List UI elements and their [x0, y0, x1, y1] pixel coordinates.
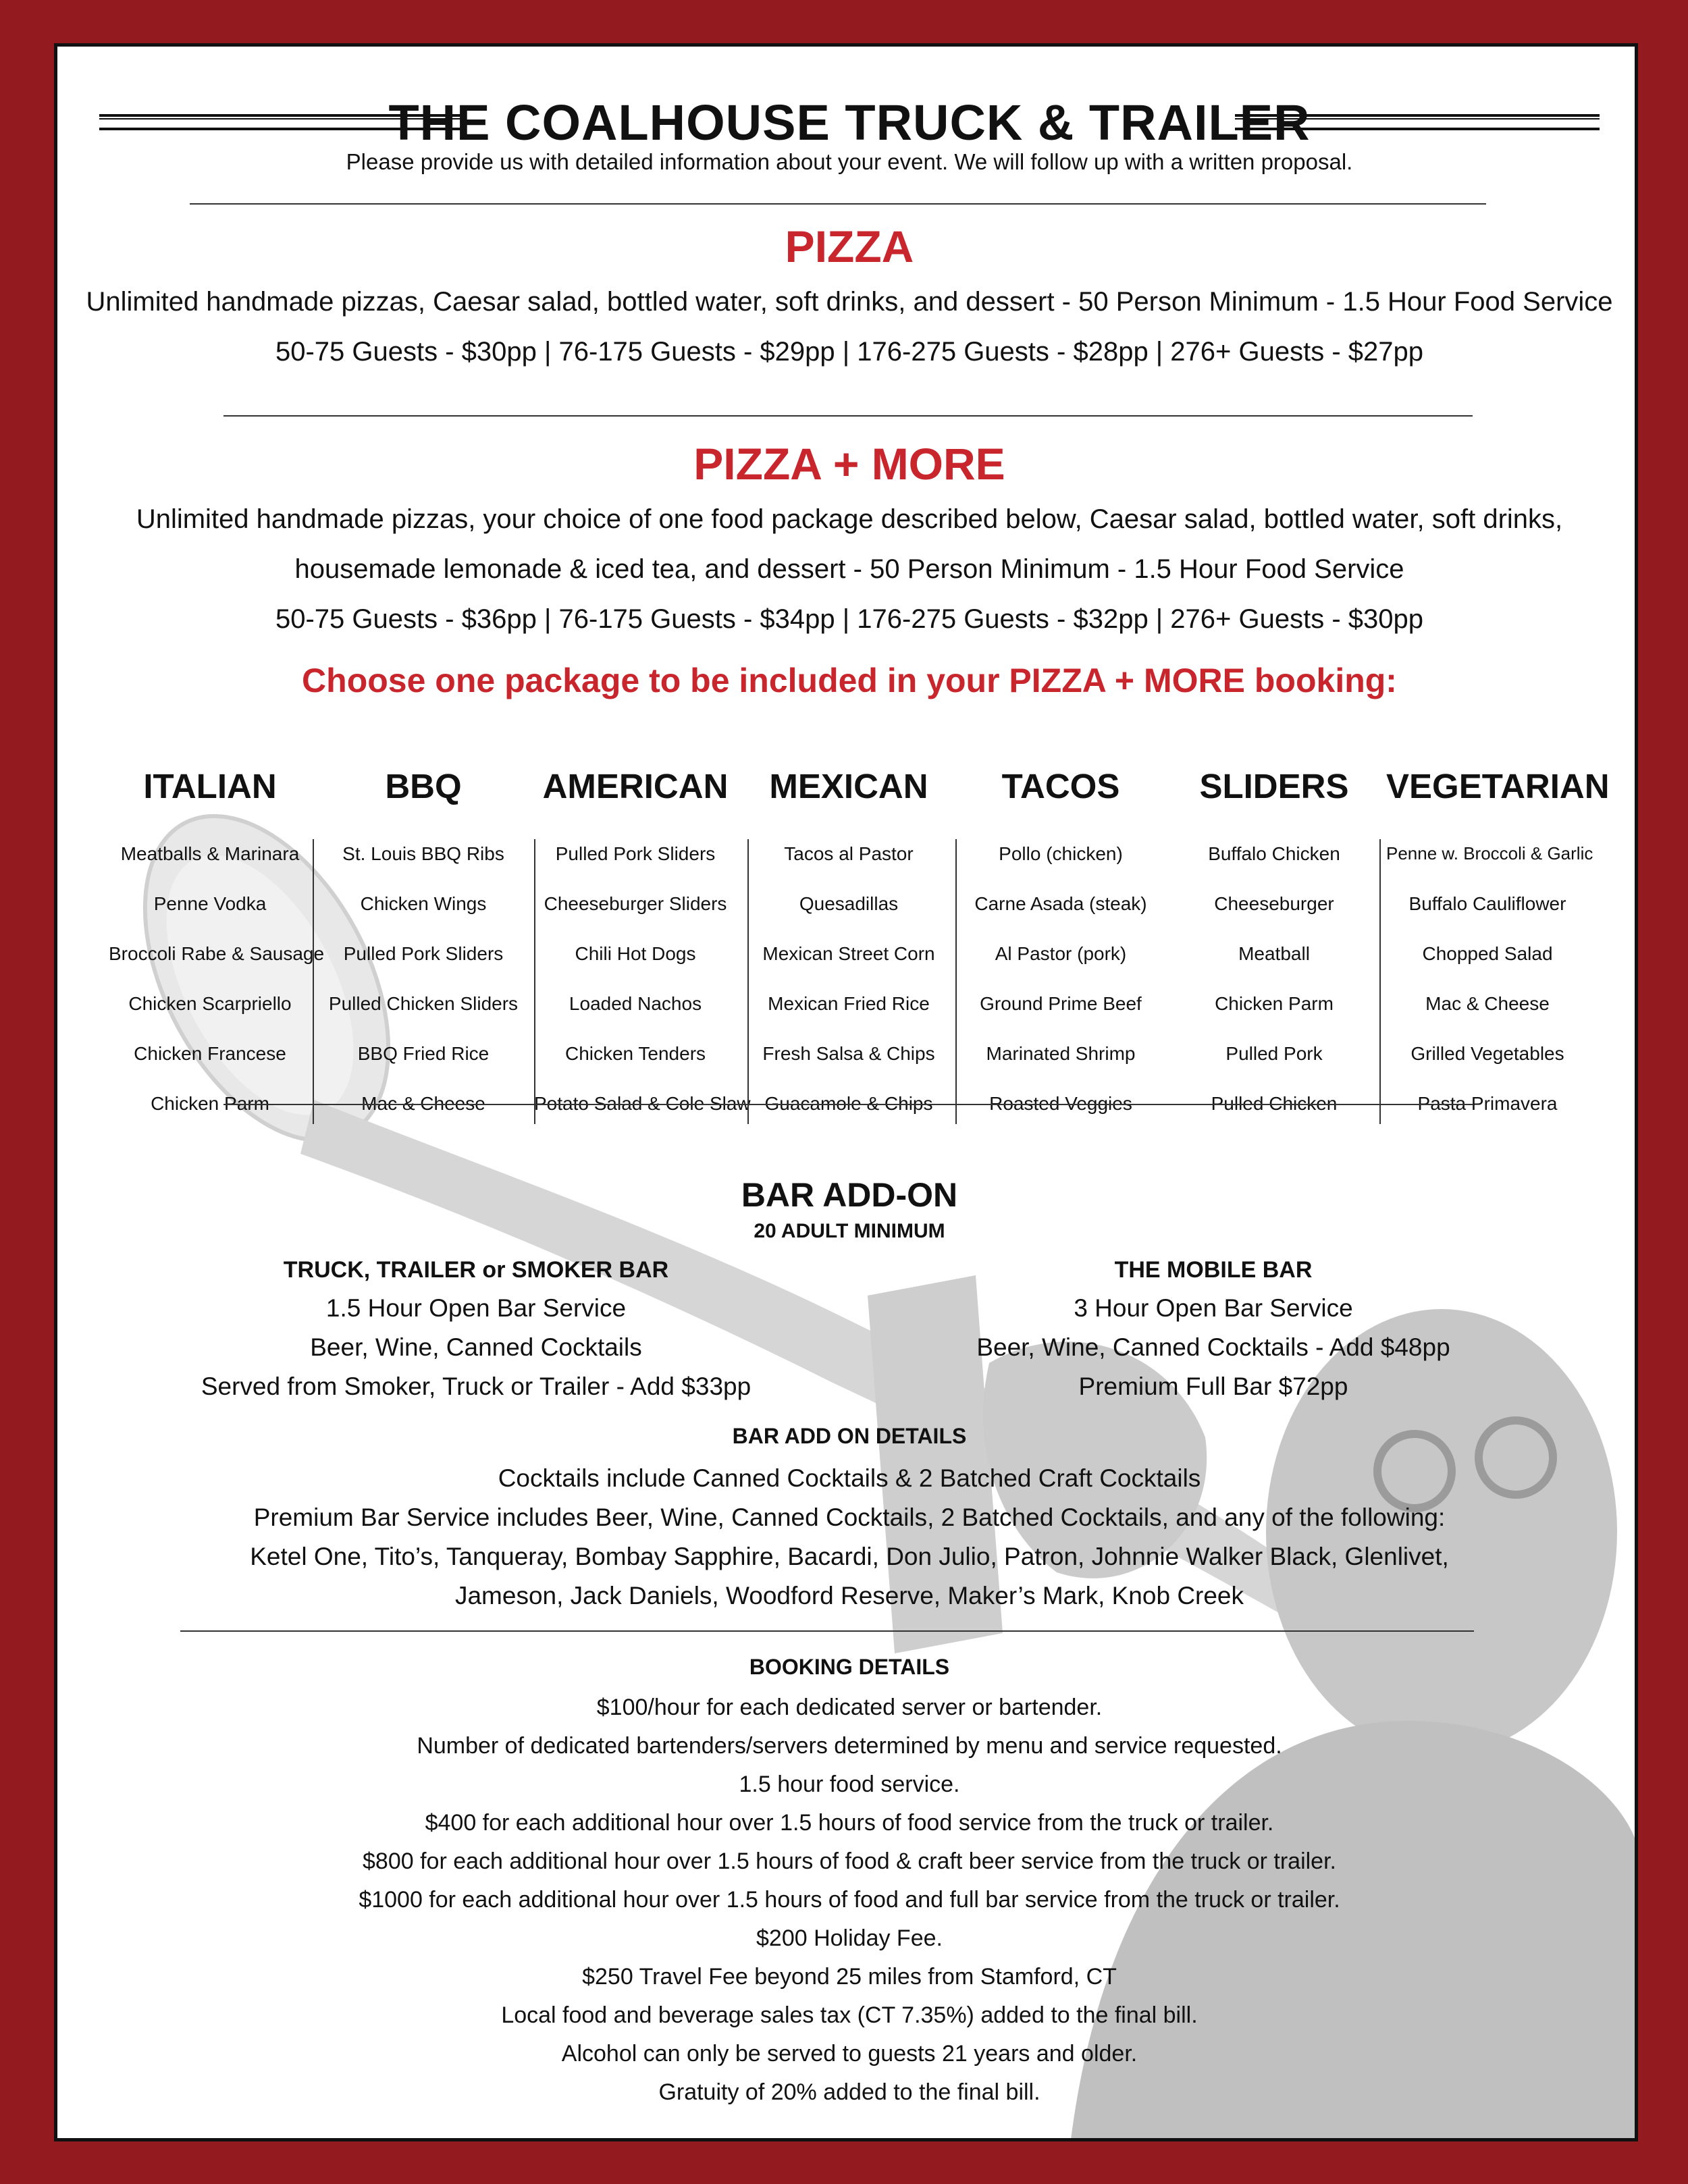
booking-detail-line: $200 Holiday Fee. [756, 1925, 943, 1951]
package-item: Mexican Fried Rice [768, 993, 930, 1014]
package-item: Penne w. Broccoli & Garlic [1386, 843, 1593, 863]
page-title: THE COALHOUSE TRUCK & TRAILER [388, 95, 1311, 151]
bar-option-line: Beer, Wine, Canned Cocktails [310, 1333, 642, 1361]
bar-details-line: Premium Bar Service includes Beer, Wine, Canned Cocktails, 2 Batched Cocktails, and any of the following: [253, 1503, 1446, 1531]
package-item: Chopped Salad [1422, 943, 1553, 964]
page-subtitle: Please provide us with detailed information about your event. We will follow up with a written proposal. [346, 149, 1353, 174]
pizza-more-heading: PIZZA + MORE [693, 439, 1005, 489]
package-item: Ground Prime Beef [980, 993, 1142, 1014]
package-item: Chicken Scarpriello [128, 993, 292, 1014]
booking-detail-line: $400 for each additional hour over 1.5 hours of food service from the truck or trailer. [425, 1810, 1274, 1836]
package-name: MEXICAN [769, 767, 928, 805]
package-item: Al Pastor (pork) [995, 943, 1127, 964]
bar-option-truck-trailer [172, 1251, 780, 1406]
bar-option-line: Beer, Wine, Canned Cocktails - Add $48pp [976, 1333, 1450, 1361]
divider-bar [180, 1630, 1474, 1632]
package-item: Fresh Salsa & Chips [762, 1043, 935, 1064]
divider-pizza [223, 415, 1473, 417]
package-name: TACOS [1001, 767, 1120, 805]
bar-details-heading: BAR ADD ON DETAILS [732, 1424, 967, 1448]
package-item: Pulled Pork [1225, 1043, 1323, 1064]
package-name: BBQ [385, 767, 462, 805]
package-item: Penne Vodka [153, 893, 267, 914]
package-item: Pollo (chicken) [999, 843, 1123, 864]
bar-option-heading: TRUCK, TRAILER or SMOKER BAR [283, 1257, 669, 1283]
package-item: Chicken Wings [360, 893, 487, 914]
booking-detail-line: Number of dedicated bartenders/servers determined by menu and service requested. [417, 1733, 1282, 1759]
package-item: Quesadillas [799, 893, 899, 914]
package-name: SLIDERS [1199, 767, 1349, 805]
choose-package-prompt: Choose one package to be included in your PIZZA + MORE booking: [302, 662, 1397, 699]
booking-detail-line: $250 Travel Fee beyond 25 miles from Stamford, CT [582, 1964, 1117, 1990]
package-name: AMERICAN [542, 767, 729, 805]
bar-option-line: Premium Full Bar $72pp [1078, 1373, 1348, 1400]
package-item: Meatball [1238, 943, 1310, 964]
package-item: Cheeseburger [1214, 893, 1334, 914]
package-item: BBQ Fried Rice [357, 1043, 490, 1064]
package-item: Chili Hot Dogs [575, 943, 696, 964]
package-name: ITALIAN [143, 767, 277, 805]
package-item: St. Louis BBQ Ribs [342, 843, 504, 864]
package-name: VEGETARIAN [1386, 767, 1610, 805]
menu-sheet [54, 43, 1638, 2141]
package-item: Chicken Parm [151, 1093, 269, 1114]
booking-detail-line: Alcohol can only be served to guests 21 years and older. [561, 2041, 1138, 2067]
package-item: Tacos al Pastor [784, 843, 914, 864]
pizza-description: Unlimited handmade pizzas, Caesar salad, bottled water, soft drinks, and dessert - 50 Person Minimum - 1.5 Hour Food Service [86, 287, 1613, 317]
package-item: Pulled Chicken Sliders [328, 993, 519, 1014]
booking-detail-line: $800 for each additional hour over 1.5 hours of food & craft beer service from the truck or trailer. [363, 1848, 1336, 1874]
bar-option-heading: THE MOBILE BAR [1114, 1257, 1313, 1283]
package-item: Pasta Primavera [1417, 1093, 1558, 1114]
package-item: Pulled Pork Sliders [555, 843, 716, 864]
package-divider [534, 839, 535, 1124]
package-item: Broccoli Rabe & Sausage [109, 943, 325, 964]
package-item: Roasted Veggies [989, 1093, 1132, 1114]
package-item: Guacamole & Chips [764, 1093, 933, 1114]
package-item: Carne Asada (steak) [974, 893, 1147, 914]
pizza-more-pricing: 50-75 Guests - $36pp | 76-175 Guests - $34pp | 176-275 Guests - $32pp | 276+ Guests - $30pp [275, 604, 1424, 634]
package-divider [1379, 839, 1381, 1124]
package-item: Cheeseburger Sliders [544, 893, 727, 914]
pizza-more-description-1: Unlimited handmade pizzas, your choice of one food package described below, Caesar salad, bottled water, soft drinks, [136, 504, 1563, 534]
bar-option-line: Served from Smoker, Truck or Trailer - Add $33pp [201, 1373, 751, 1400]
bar-addon-heading: BAR ADD-ON [741, 1176, 958, 1214]
bar-option-line: 3 Hour Open Bar Service [1074, 1294, 1353, 1322]
package-item: Chicken Parm [1215, 993, 1334, 1014]
bar-minimum: 20 ADULT MINIMUM [754, 1220, 945, 1242]
bar-option-line: 1.5 Hour Open Bar Service [325, 1294, 627, 1322]
package-item: Loaded Nachos [569, 993, 702, 1014]
booking-detail-line: $100/hour for each dedicated server or bartender. [596, 1695, 1103, 1720]
package-divider [747, 839, 749, 1124]
booking-details-heading: BOOKING DETAILS [749, 1655, 950, 1679]
package-item: Potato Salad & Cole Slaw [534, 1093, 751, 1114]
divider-packages [223, 1104, 1473, 1105]
package-item: Buffalo Cauliflower [1408, 893, 1566, 914]
package-divider [313, 839, 314, 1124]
package-item: Mac & Cheese [361, 1093, 485, 1114]
pizza-heading: PIZZA [785, 221, 914, 271]
package-item: Pulled Chicken [1211, 1093, 1338, 1114]
bar-details-line: Jameson, Jack Daniels, Woodford Reserve, Maker’s Mark, Knob Creek [454, 1582, 1244, 1609]
package-item: Meatballs & Marinara [120, 843, 300, 864]
package-item: Chicken Tenders [564, 1043, 706, 1064]
package-item: Chicken Francese [134, 1043, 286, 1064]
pizza-pricing: 50-75 Guests - $30pp | 76-175 Guests - $29pp | 176-275 Guests - $28pp | 276+ Guests - $27pp [275, 337, 1424, 367]
bar-details-line: Ketel One, Tito’s, Tanqueray, Bombay Sapphire, Bacardi, Don Julio, Patron, Johnnie Walker Black, Glenlivet, [250, 1543, 1449, 1570]
package-item: Mexican Street Corn [762, 943, 935, 964]
booking-detail-line: Local food and beverage sales tax (CT 7.35%) added to the final bill. [501, 2002, 1198, 2028]
package-item: Buffalo Chicken [1208, 843, 1340, 864]
booking-detail-line: 1.5 hour food service. [739, 1772, 960, 1797]
divider-top [190, 203, 1486, 205]
pizza-more-description-2: housemade lemonade & iced tea, and dessert - 50 Person Minimum - 1.5 Hour Food Service [294, 554, 1404, 584]
package-divider [955, 839, 957, 1124]
package-item: Pulled Pork Sliders [343, 943, 504, 964]
bar-option-mobile-bar [909, 1251, 1517, 1406]
bar-details-line: Cocktails include Canned Cocktails & 2 Batched Craft Cocktails [498, 1464, 1201, 1492]
booking-detail-line: Gratuity of 20% added to the final bill. [658, 2079, 1040, 2105]
package-item: Grilled Vegetables [1410, 1043, 1564, 1064]
package-item: Mac & Cheese [1425, 993, 1550, 1014]
package-item: Marinated Shrimp [986, 1043, 1136, 1064]
booking-detail-line: $1000 for each additional hour over 1.5 hours of food and full bar service from the truck or trailer. [359, 1887, 1340, 1913]
